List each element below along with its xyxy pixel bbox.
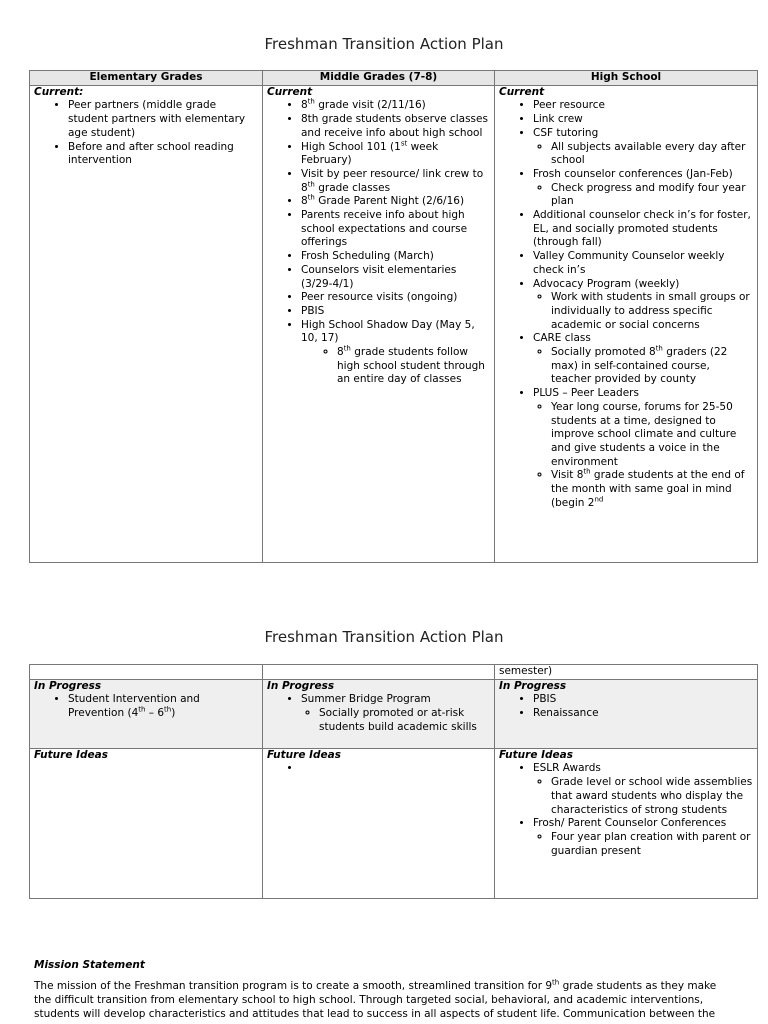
middle-future-list [267,762,490,776]
page-title-2: Freshman Transition Action Plan [264,628,504,646]
list-item: ◦ Visit 8th grade students at the end of the month with same goal in mind (begin 2nd [551,469,753,510]
list-item: • Counselors visit elementaries (3/29-4/1) [301,264,490,291]
list-item: • 8th Grade Parent Night (2/6/16) [301,195,490,209]
future-label: Future Ideas [499,748,573,761]
spill-cell-empty [30,665,263,680]
elementary-inprogress-list [34,693,258,720]
list-item: • 8th grade students observe classes and receive info about high school [301,113,490,140]
high-future-list [499,762,753,858]
spill-cell: semester) [495,665,758,680]
list-item: • Valley Community Counselor weekly check in’s [533,250,753,277]
list-item: • PBIS [301,305,490,319]
plan-table-future [29,664,758,899]
list-item: ◦ Socially promoted 8th graders (22 max) in self-contained course, teacher provided by county [551,346,753,387]
list-item: • Peer resource [533,99,753,113]
list-item: • PBIS [533,693,753,707]
sub-list [533,346,753,387]
mission-text: The mission of the Freshman transition program is to create a smooth, streamlined transition for 9th grade students as they make the difficult transition from elementary school to high school. Through targeted social, behavioral, and academic interventions, students will develop characteristics and attitudes that lead to success in all aspects of student life. Communication between the [34,978,717,1020]
list-item: • Student Intervention and Prevention (4th – 6th) [68,693,258,720]
middle-current-list [267,99,490,387]
future-label: Future Ideas [267,748,341,761]
elementary-future-cell [30,748,263,898]
inprogress-label: In Progress [499,679,567,692]
list-item: ◦ All subjects available every day after school [551,141,753,168]
sub-list [533,291,753,332]
list-item: • Peer partners (middle grade student partners with elementary age student) [68,99,258,140]
list-item: • ESLR Awards ◦ Grade level or school wide assemblies that award students who display the characteristics of strong students [533,762,753,817]
list-item: • Advocacy Program (weekly) ◦ Work with students in small groups or individually to address specific academic or social concerns [533,278,753,333]
mission-heading: Mission Statement [34,959,145,971]
high-current-cell [495,85,758,562]
list-item: ◦ Year long course, forums for 25-50 students at a time, designed to improve school climate and culture and give students a voice in the environment [551,401,753,470]
high-inprogress-list [499,693,753,720]
list-item: • Summer Bridge Program ◦ Socially promoted or at-risk students build academic skills [301,693,490,734]
list-item: • Peer resource visits (ongoing) [301,291,490,305]
list-item: • CARE class ◦ Socially promoted 8th graders (22 max) in self-contained course, teacher provided by county [533,332,753,387]
sub-list [533,776,753,817]
future-label: Future Ideas [34,748,108,761]
elementary-inprogress-cell [30,679,263,748]
sub-list [533,182,753,209]
list-item: ◦ Work with students in small groups or individually to address specific academic or social concerns [551,291,753,332]
middle-inprogress-cell [263,679,495,748]
list-item: ◦ Check progress and modify four year plan [551,182,753,209]
header-elementary: Elementary Grades [30,71,263,86]
current-label: Current [499,85,545,98]
list-item: • Additional counselor check in’s for foster, EL, and socially promoted students (through fall) [533,209,753,250]
current-label: Current [267,85,313,98]
sub-list [533,141,753,168]
list-item: ◦ 8th grade students follow high school student through an entire day of classes [337,346,490,387]
plan-table-current [29,70,758,563]
page-title: Freshman Transition Action Plan [264,35,504,53]
high-current-list [499,99,753,510]
list-item: • Link crew [533,113,753,127]
list-item: • Frosh Scheduling (March) [301,250,490,264]
spill-cell-empty [263,665,495,680]
elementary-current-list [34,99,258,168]
header-middle: Middle Grades (7-8) [263,71,495,86]
high-future-cell [495,748,758,898]
list-item: • Parents receive info about high school expectations and course offerings [301,209,490,250]
elementary-current-cell [30,85,263,562]
list-item: • 8th grade visit (2/11/16) [301,99,490,113]
list-item: • Frosh/ Parent Counselor Conferences ◦ Four year plan creation with parent or guardian present [533,817,753,858]
inprogress-label: In Progress [267,679,335,692]
list-item: • CSF tutoring ◦ All subjects available every day after school [533,127,753,168]
middle-current-cell [263,85,495,562]
list-item: ◦ Grade level or school wide assemblies that award students who display the characteristics of strong students [551,776,753,817]
list-item: ◦ Socially promoted or at-risk students build academic skills [319,707,490,734]
middle-inprogress-list [267,693,490,734]
current-label: Current: [34,85,84,98]
list-item: • Before and after school reading intervention [68,141,258,168]
sub-list [301,707,490,734]
sub-list [533,401,753,511]
list-item: • PLUS – Peer Leaders ◦ Year long course, forums for 25-50 students at a time, designed to improve school climate and culture and give students a voice in the environment ◦ Visit 8th grade students at the end of the month with same goal in mind (begin 2nd [533,387,753,510]
inprogress-label: In Progress [34,679,102,692]
list-item: • Renaissance [533,707,753,721]
list-item: • Visit by peer resource/ link crew to 8th grade classes [301,168,490,195]
list-item: ◦ Four year plan creation with parent or guardian present [551,831,753,858]
list-item: • High School 101 (1st week February) [301,141,490,168]
sub-list [533,831,753,858]
list-item [301,762,490,776]
header-high: High School [495,71,758,86]
sub-list [301,346,490,387]
list-item: • High School Shadow Day (May 5, 10, 17) ◦ 8th grade students follow high school student through an entire day of classes [301,319,490,388]
middle-future-cell [263,748,495,898]
list-item: • Frosh counselor conferences (Jan-Feb) ◦ Check progress and modify four year plan [533,168,753,209]
high-inprogress-cell [495,679,758,748]
